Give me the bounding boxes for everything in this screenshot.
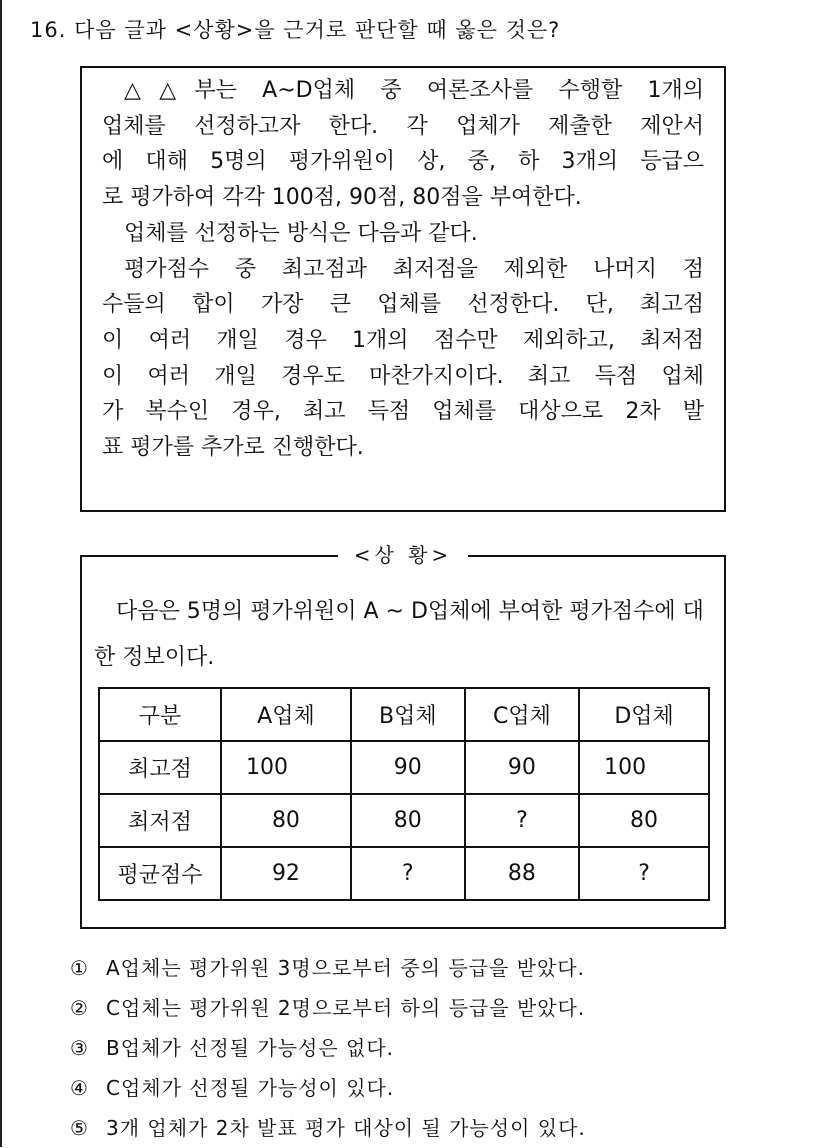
- score-table: [98, 687, 710, 901]
- option-text: C업체가 선정될 가능성이 있다.: [106, 1076, 395, 1100]
- option-text: C업체는 평가위원 2명으로부터 하의 등급을 받았다.: [106, 996, 586, 1020]
- table-header-cell: B업체: [351, 688, 465, 741]
- situation-label-wrap: [82, 539, 724, 568]
- option-3[interactable]: [70, 1028, 586, 1068]
- passage-line: 이 여러 개일 경우도 마찬가지이다. 최고 득점 업체: [102, 363, 704, 389]
- passage-line: 에 대해 5명의 평가위원이 상, 중, 하 3개의 등급으: [102, 149, 704, 175]
- table-cell: 90: [351, 741, 465, 794]
- option-text: A업체는 평가위원 3명으로부터 중의 등급을 받았다.: [106, 956, 585, 980]
- table-cell: 최저점: [99, 794, 221, 847]
- option-number: ④: [70, 1076, 89, 1100]
- table-cell: 100: [221, 741, 351, 794]
- situation-intro: 다음은 5명의 평가위원이 A ~ D업체에 부여한 평가점수에 대한 정보이다.: [94, 599, 704, 670]
- option-1[interactable]: [70, 948, 586, 988]
- table-cell: 80: [351, 794, 465, 847]
- question-title: 16. 다음 글과 <상황>을 근거로 판단할 때 옳은 것은?: [30, 18, 561, 42]
- passage-box: [80, 66, 726, 512]
- table-cell: 80: [221, 794, 351, 847]
- answer-options: [70, 948, 586, 1148]
- table-cell: 최고점: [99, 741, 221, 794]
- situation-label: <상 황>: [338, 543, 469, 567]
- table-row: [99, 741, 709, 794]
- option-number: ⑤: [70, 1116, 89, 1140]
- table-row: [99, 794, 709, 847]
- table-header-cell: C업체: [465, 688, 579, 741]
- option-text: B업체가 선정될 가능성은 없다.: [106, 1036, 394, 1060]
- option-number: ③: [70, 1036, 89, 1060]
- table-cell: 92: [221, 847, 351, 900]
- option-number: ①: [70, 956, 89, 980]
- passage-line: 수들의 합이 가장 큰 업체를 선정한다. 단, 최고점: [102, 292, 704, 318]
- table-cell: ?: [465, 794, 579, 847]
- option-text: 3개 업체가 2차 발표 평가 대상이 될 가능성이 있다.: [106, 1116, 586, 1140]
- passage-line: 표 평가를 추가로 진행한다.: [102, 435, 364, 461]
- table-cell: 100: [579, 741, 709, 794]
- passage-line: 업체를 선정하고자 한다. 각 업체가 제출한 제안서: [102, 113, 704, 139]
- table-header-cell: 구분: [99, 688, 221, 741]
- option-number: ②: [70, 996, 89, 1020]
- table-row: [99, 847, 709, 900]
- passage-line: 가 복수인 경우, 최고 득점 업체를 대상으로 2차 발: [102, 399, 704, 425]
- table-cell: ?: [579, 847, 709, 900]
- table-cell: 88: [465, 847, 579, 900]
- table-cell: 80: [579, 794, 709, 847]
- option-4[interactable]: [70, 1068, 586, 1108]
- option-2[interactable]: [70, 988, 586, 1028]
- passage-line: 로 평가하여 각각 100점, 90점, 80점을 부여한다.: [102, 185, 582, 211]
- option-5[interactable]: [70, 1108, 586, 1148]
- page-left-border: [0, 0, 2, 1147]
- table-header-cell: D업체: [579, 688, 709, 741]
- table-header-cell: A업체: [221, 688, 351, 741]
- table-header-row: [99, 688, 709, 741]
- passage-line: 업체를 선정하는 방식은 다음과 같다.: [124, 220, 478, 246]
- situation-box: [80, 543, 726, 929]
- passage-line: △△부는 A~D업체 중 여론조사를 수행할 1개의: [124, 78, 704, 103]
- passage-line: 평가점수 중 최고점과 최저점을 제외한 나머지 점: [124, 256, 704, 282]
- passage-line: 이 여러 개일 경우 1개의 점수만 제외하고, 최저점: [102, 327, 704, 353]
- table-cell: 90: [465, 741, 579, 794]
- table-cell: 평균점수: [99, 847, 221, 900]
- table-cell: ?: [351, 847, 465, 900]
